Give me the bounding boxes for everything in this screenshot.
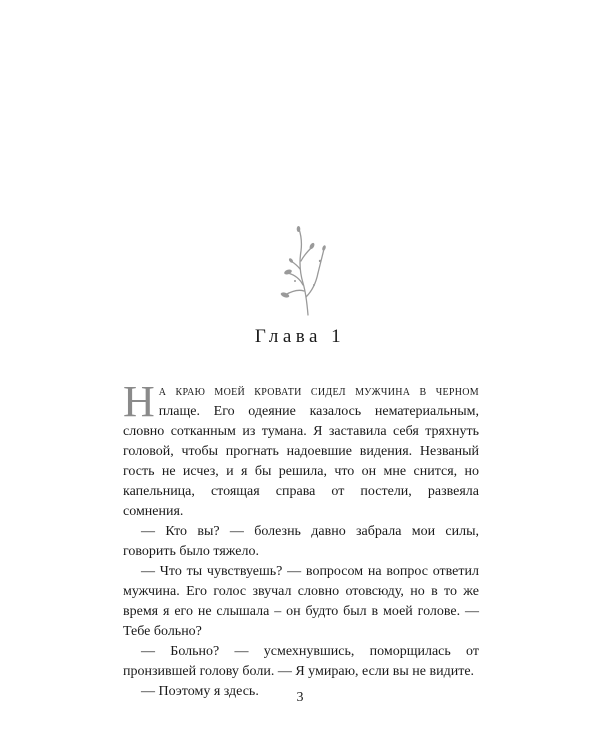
chapter-title: Глава 1 bbox=[254, 326, 346, 347]
paragraph: — Что ты чувствуешь? — вопросом на вопрос ответил мужчина. Его голос звучал словно отовсюду, но в то же время я его не слышала – он будто был в моей голове. — Тебе больно? bbox=[123, 564, 479, 639]
drop-cap: Н bbox=[123, 377, 155, 426]
paragraph: — Больно? — усмехнувшись, поморщилась от пронзившей голову боли. — Я умираю, если вы не видите. bbox=[123, 644, 479, 679]
plant-sprig-icon bbox=[270, 225, 334, 317]
first-paragraph bbox=[123, 377, 479, 522]
chapter-body bbox=[123, 377, 479, 702]
paragraph: — Кто вы? — болезнь давно забрала мои силы, говорить было тяжело. bbox=[123, 524, 479, 559]
opening-smallcaps: а краю моей кровати сидел мужчина в черном bbox=[158, 384, 479, 399]
paragraph: — Поэтому я здесь. bbox=[141, 684, 259, 699]
page-number: 3 bbox=[296, 690, 304, 705]
first-paragraph-rest: плаще. Его одеяние казалось нематериальным, словно сотканным из тумана. Я заставила себя тряхнуть головой, чтобы прогнать надоевшие видения. Незваный гость не исчез, и я бы решила, что он мне снится, но капельница, стоящая справа от постели, развеяла сомнения. bbox=[123, 404, 479, 519]
